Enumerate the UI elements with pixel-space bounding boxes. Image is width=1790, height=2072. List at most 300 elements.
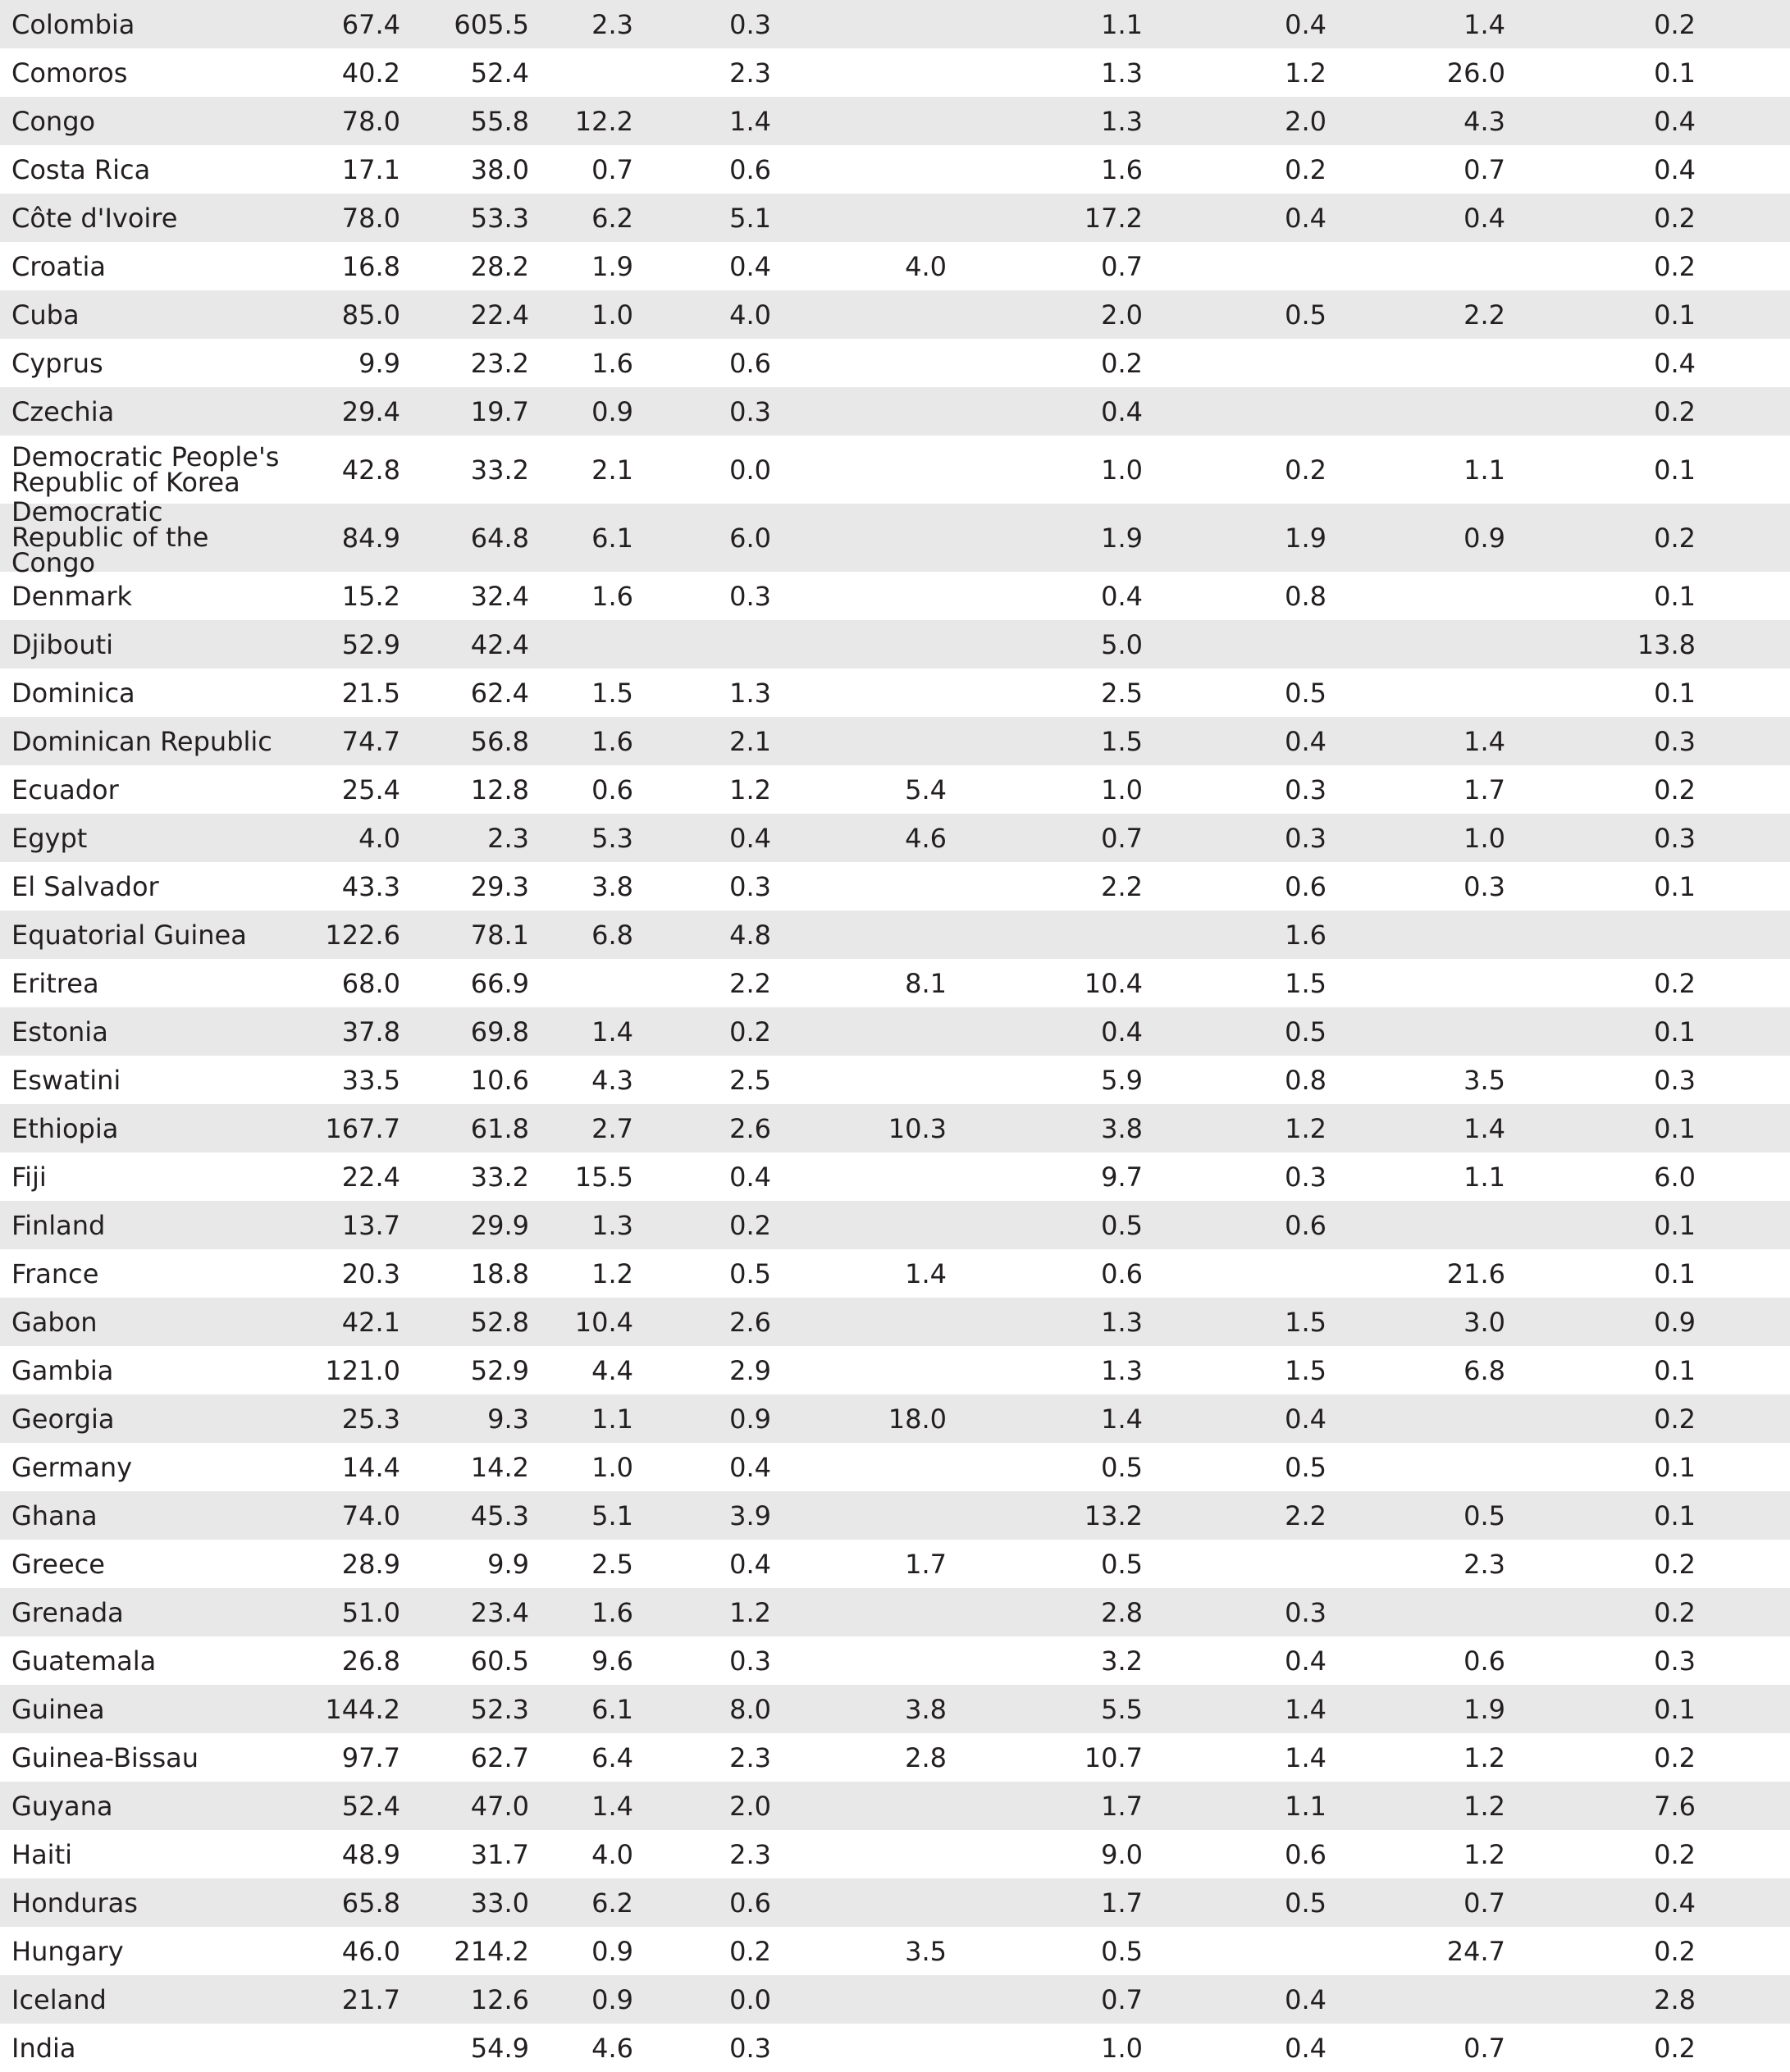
- table-cell: 2.2: [1285, 1499, 1327, 1531]
- table-cell: 12.2: [574, 105, 633, 137]
- table-cell: 26.0: [1446, 57, 1505, 89]
- table-cell: 0.4: [1285, 202, 1327, 234]
- table-cell: 4.0: [729, 299, 771, 331]
- table-cell: 2.3: [487, 822, 529, 854]
- table-row: [0, 1152, 1790, 1201]
- table-cell: 7.6: [1654, 1790, 1696, 1822]
- table-cell: 0.2: [1285, 153, 1327, 185]
- table-cell: 2.2: [1101, 870, 1143, 902]
- table-cell: [1427, 959, 1505, 1007]
- table-cell: 0.4: [729, 1451, 771, 1483]
- table-cell: 2.7: [591, 1112, 633, 1144]
- table-cell: 0.3: [729, 395, 771, 427]
- table-cell: 3.9: [729, 1499, 771, 1531]
- table-row: [0, 242, 1790, 290]
- table-cell: 5.1: [729, 202, 771, 234]
- table-cell: 33.2: [470, 454, 529, 486]
- table-cell: 0.2: [729, 1015, 771, 1047]
- table-cell: 55.8: [470, 105, 529, 137]
- table-row: [0, 1201, 1790, 1249]
- table-cell: 0.1: [1654, 1354, 1696, 1386]
- table-cell: 1.9: [1464, 1693, 1505, 1725]
- table-cell: 1.0: [1101, 454, 1143, 486]
- table-cell: 9.0: [1101, 1838, 1143, 1870]
- table-cell: [870, 1443, 947, 1491]
- table-cell: 1.9: [1285, 522, 1327, 554]
- table-cell: 1.2: [1464, 1741, 1505, 1773]
- table-cell: [1050, 910, 1143, 959]
- table-cell: 12.6: [470, 1983, 529, 2015]
- table-cell: 1.5: [1285, 967, 1327, 999]
- table-cell: 1.6: [591, 347, 633, 379]
- table-cell: 21.7: [341, 1983, 400, 2015]
- table-cell: 21.5: [341, 677, 400, 709]
- table-cell: 1.9: [1101, 522, 1143, 554]
- table-cell: 0.7: [1101, 1983, 1143, 2015]
- table-cell: 0.4: [1654, 347, 1696, 379]
- table-cell: [870, 0, 947, 48]
- table-cell: 0.9: [1654, 1306, 1696, 1338]
- table-cell: 0.3: [729, 8, 771, 40]
- table-cell: 2.5: [1101, 677, 1143, 709]
- table-cell: 0.1: [1654, 677, 1696, 709]
- country-name: Congo: [11, 105, 96, 137]
- table-cell: 0.1: [1654, 1693, 1696, 1725]
- table-cell: 10.7: [1084, 1741, 1143, 1773]
- table-cell: 33.2: [470, 1161, 529, 1193]
- country-name: Gabon: [11, 1306, 98, 1338]
- table-cell: [870, 1588, 947, 1636]
- table-cell: 0.7: [1101, 250, 1143, 282]
- table-cell: 0.6: [1285, 870, 1327, 902]
- table-cell: 53.3: [470, 202, 529, 234]
- table-cell: 1.4: [905, 1257, 947, 1289]
- table-cell: 2.1: [729, 725, 771, 757]
- table-cell: 38.0: [470, 153, 529, 185]
- table-cell: [870, 572, 947, 620]
- table-cell: [870, 1007, 947, 1056]
- table-cell: [870, 339, 947, 387]
- table-cell: 1.7: [1101, 1887, 1143, 1919]
- table-cell: 0.2: [1654, 8, 1696, 40]
- table-cell: 16.8: [341, 250, 400, 282]
- table-cell: 1.7: [905, 1548, 947, 1580]
- table-cell: 6.1: [591, 1693, 633, 1725]
- table-cell: [558, 959, 633, 1007]
- table-cell: 52.9: [341, 628, 400, 660]
- table-cell: [1616, 910, 1696, 959]
- table-row: [0, 572, 1790, 620]
- table-cell: [870, 2024, 947, 2072]
- table-cell: 0.5: [1464, 1499, 1505, 1531]
- table-cell: 2.3: [729, 1838, 771, 1870]
- table-row: [0, 669, 1790, 717]
- table-cell: 0.5: [1101, 1209, 1143, 1241]
- table-cell: 37.8: [341, 1015, 400, 1047]
- table-cell: 1.1: [1101, 8, 1143, 40]
- table-cell: 29.4: [341, 395, 400, 427]
- table-cell: 2.3: [591, 8, 633, 40]
- country-name: Dominica: [11, 677, 135, 709]
- table-cell: [1427, 1975, 1505, 2024]
- table-cell: 0.8: [1285, 580, 1327, 612]
- table-cell: 0.7: [1464, 153, 1505, 185]
- table-cell: [870, 1878, 947, 1927]
- country-name: Democratic Republic of the Congo: [11, 496, 209, 578]
- table-cell: 8.0: [729, 1693, 771, 1725]
- table-cell: [1255, 1540, 1327, 1588]
- table-row: [0, 0, 1790, 48]
- table-cell: 0.1: [1654, 1015, 1696, 1047]
- table-cell: 1.6: [591, 580, 633, 612]
- table-cell: 45.3: [470, 1499, 529, 1531]
- table-cell: 69.8: [470, 1015, 529, 1047]
- table-cell: 6.8: [1464, 1354, 1505, 1386]
- table-cell: 52.4: [470, 57, 529, 89]
- table-cell: 4.6: [591, 2032, 633, 2064]
- table-cell: 6.2: [591, 202, 633, 234]
- table-cell: 28.9: [341, 1548, 400, 1580]
- table-cell: 0.3: [1285, 774, 1327, 806]
- table-row: [0, 145, 1790, 194]
- table-cell: 22.4: [341, 1161, 400, 1193]
- country-name: Comoros: [11, 57, 128, 89]
- table-cell: 54.9: [470, 2032, 529, 2064]
- table-cell: 0.8: [1285, 1064, 1327, 1096]
- table-cell: [870, 1346, 947, 1394]
- table-cell: 40.2: [341, 57, 400, 89]
- table-cell: 0.6: [729, 1887, 771, 1919]
- country-name: Côte d'Ivoire: [11, 202, 178, 234]
- table-cell: 6.1: [591, 522, 633, 554]
- table-cell: 1.6: [591, 1596, 633, 1628]
- table-cell: 42.4: [470, 628, 529, 660]
- table-cell: 1.1: [1285, 1790, 1327, 1822]
- table-cell: 214.2: [454, 1935, 529, 1967]
- table-cell: 62.4: [470, 677, 529, 709]
- country-name: Guinea: [11, 1693, 105, 1725]
- table-cell: 17.2: [1084, 202, 1143, 234]
- table-cell: 24.7: [1446, 1935, 1505, 1967]
- table-cell: 97.7: [341, 1741, 400, 1773]
- table-cell: 2.8: [1654, 1983, 1696, 2015]
- table-cell: [1427, 1201, 1505, 1249]
- table-cell: 67.4: [341, 8, 400, 40]
- table-row: [0, 290, 1790, 339]
- table-cell: 0.7: [1464, 1887, 1505, 1919]
- table-cell: 1.0: [1101, 774, 1143, 806]
- table-cell: [870, 1056, 947, 1104]
- country-name: Egypt: [11, 822, 88, 854]
- table-row: [0, 1394, 1790, 1443]
- table-cell: 2.9: [729, 1354, 771, 1386]
- table-cell: [870, 669, 947, 717]
- table-cell: 1.3: [1101, 105, 1143, 137]
- table-cell: 0.3: [1654, 1064, 1696, 1096]
- table-cell: 121.0: [325, 1354, 400, 1386]
- table-cell: 3.5: [1464, 1064, 1505, 1096]
- table-cell: 1.7: [1101, 1790, 1143, 1822]
- table-cell: 4.4: [591, 1354, 633, 1386]
- country-name: Finland: [11, 1209, 106, 1241]
- table-row: [0, 2024, 1790, 2072]
- country-name: Greece: [11, 1548, 105, 1580]
- table-cell: [1427, 1007, 1505, 1056]
- table-cell: 122.6: [325, 919, 400, 951]
- table-cell: 2.5: [591, 1548, 633, 1580]
- table-cell: [1255, 339, 1327, 387]
- table-cell: 3.8: [1101, 1112, 1143, 1144]
- table-cell: 0.7: [1464, 2032, 1505, 2064]
- table-cell: 46.0: [341, 1935, 400, 1967]
- country-name: Guinea-Bissau: [11, 1741, 199, 1773]
- table-cell: 1.4: [1101, 1403, 1143, 1435]
- table-cell: 42.8: [341, 454, 400, 486]
- table-cell: 0.1: [1654, 1209, 1696, 1241]
- table-cell: 22.4: [470, 299, 529, 331]
- table-cell: 0.3: [1285, 1596, 1327, 1628]
- table-cell: 0.9: [591, 1983, 633, 2015]
- table-cell: 31.7: [470, 1838, 529, 1870]
- table-cell: 0.4: [1654, 1887, 1696, 1919]
- table-cell: 4.0: [358, 822, 400, 854]
- table-cell: 2.6: [729, 1306, 771, 1338]
- table-row: [0, 814, 1790, 862]
- country-name: El Salvador: [11, 870, 159, 902]
- table-cell: 0.3: [1285, 822, 1327, 854]
- table-cell: 0.4: [729, 1161, 771, 1193]
- country-name: Denmark: [11, 580, 133, 612]
- table-row: [0, 1540, 1790, 1588]
- table-cell: 26.8: [341, 1645, 400, 1677]
- table-cell: 8.1: [905, 967, 947, 999]
- table-cell: 167.7: [325, 1112, 400, 1144]
- table-cell: 1.2: [729, 774, 771, 806]
- table-cell: 1.0: [591, 299, 633, 331]
- table-row: [0, 1104, 1790, 1152]
- table-cell: 0.2: [1654, 967, 1696, 999]
- table-row: [0, 1685, 1790, 1733]
- table-cell: 0.1: [1654, 299, 1696, 331]
- table-cell: 1.2: [1285, 57, 1327, 89]
- table-cell: 0.1: [1654, 1257, 1696, 1289]
- table-cell: [870, 1298, 947, 1346]
- table-cell: 0.1: [1654, 580, 1696, 612]
- table-cell: 0.6: [729, 347, 771, 379]
- table-cell: 6.4: [591, 1741, 633, 1773]
- table-cell: 0.9: [591, 1935, 633, 1967]
- table-cell: 1.3: [591, 1209, 633, 1241]
- table-cell: 1.6: [1285, 919, 1327, 951]
- table-cell: 25.4: [341, 774, 400, 806]
- table-cell: 2.8: [905, 1741, 947, 1773]
- table-row: [0, 959, 1790, 1007]
- table-cell: 1.5: [591, 677, 633, 709]
- table-cell: 2.6: [729, 1112, 771, 1144]
- country-name: France: [11, 1257, 99, 1289]
- table-cell: [1427, 387, 1505, 436]
- table-cell: 0.4: [1285, 1983, 1327, 2015]
- country-name: Estonia: [11, 1015, 108, 1047]
- table-cell: [689, 620, 771, 669]
- table-cell: 0.3: [1654, 725, 1696, 757]
- table-cell: 21.6: [1446, 1257, 1505, 1289]
- table-row: [0, 1298, 1790, 1346]
- table-cell: 0.6: [1285, 1838, 1327, 1870]
- table-cell: 33.5: [341, 1064, 400, 1096]
- table-cell: 52.8: [470, 1306, 529, 1338]
- table-cell: 2.0: [1285, 105, 1327, 137]
- country-name: Dominican Republic: [11, 725, 272, 757]
- table-cell: 0.5: [1285, 1887, 1327, 1919]
- table-cell: 48.9: [341, 1838, 400, 1870]
- table-row: [0, 620, 1790, 669]
- table-cell: 18.8: [470, 1257, 529, 1289]
- table-cell: 0.5: [1285, 1015, 1327, 1047]
- table-cell: 1.4: [1464, 8, 1505, 40]
- table-cell: 17.1: [341, 153, 400, 185]
- table-cell: 1.3: [1101, 1354, 1143, 1386]
- table-cell: 5.0: [1101, 628, 1143, 660]
- table-cell: 0.3: [729, 2032, 771, 2064]
- table-cell: 9.9: [487, 1548, 529, 1580]
- table-cell: 6.0: [1654, 1161, 1696, 1193]
- table-cell: 19.7: [470, 395, 529, 427]
- table-cell: [1427, 910, 1505, 959]
- table-cell: 42.1: [341, 1306, 400, 1338]
- table-cell: 0.2: [1654, 250, 1696, 282]
- table-cell: 0.3: [1654, 822, 1696, 854]
- table-cell: 84.9: [341, 522, 400, 554]
- table-row: [0, 1443, 1790, 1491]
- table-cell: [870, 97, 947, 145]
- table-cell: 1.9: [591, 250, 633, 282]
- table-cell: 0.5: [1285, 1451, 1327, 1483]
- table-cell: 5.3: [591, 822, 633, 854]
- table-row: [0, 1878, 1790, 1927]
- table-cell: 1.3: [1101, 57, 1143, 89]
- table-cell: 1.0: [591, 1451, 633, 1483]
- table-cell: [558, 620, 633, 669]
- table-cell: 0.6: [1464, 1645, 1505, 1677]
- table-row: [0, 1249, 1790, 1298]
- table-cell: 0.2: [1285, 454, 1327, 486]
- table-cell: 4.6: [905, 822, 947, 854]
- table-cell: [870, 862, 947, 910]
- country-name: Colombia: [11, 8, 135, 40]
- table-cell: 68.0: [341, 967, 400, 999]
- table-cell: 23.2: [470, 347, 529, 379]
- table-cell: 4.0: [905, 250, 947, 282]
- table-cell: 2.2: [729, 967, 771, 999]
- table-cell: 0.5: [1101, 1935, 1143, 1967]
- country-name: Ecuador: [11, 774, 119, 806]
- table-cell: 0.1: [1654, 1451, 1696, 1483]
- table-cell: 0.4: [729, 250, 771, 282]
- country-name: Cyprus: [11, 347, 103, 379]
- country-name: Germany: [11, 1451, 133, 1483]
- table-cell: 3.5: [905, 1935, 947, 1967]
- table-cell: 15.5: [574, 1161, 633, 1193]
- table-cell: 52.9: [470, 1354, 529, 1386]
- table-cell: 18.0: [888, 1403, 947, 1435]
- table-cell: 4.3: [1464, 105, 1505, 137]
- table-cell: 65.8: [341, 1887, 400, 1919]
- table-cell: [870, 717, 947, 765]
- table-cell: [870, 620, 947, 669]
- table-cell: [870, 1975, 947, 2024]
- country-name: Democratic People's Republic of Korea: [11, 440, 280, 498]
- table-cell: 0.4: [729, 822, 771, 854]
- table-cell: 2.3: [1464, 1548, 1505, 1580]
- table-cell: 74.7: [341, 725, 400, 757]
- table-row: [0, 97, 1790, 145]
- table-cell: 0.2: [1654, 1403, 1696, 1435]
- table-cell: 0.3: [1285, 1161, 1327, 1193]
- table-cell: 4.3: [591, 1064, 633, 1096]
- table-cell: 0.6: [1285, 1209, 1327, 1241]
- table-cell: 0.2: [1654, 202, 1696, 234]
- table-cell: 5.1: [591, 1499, 633, 1531]
- table-cell: 2.3: [729, 57, 771, 89]
- table-cell: 5.4: [905, 774, 947, 806]
- table-cell: 2.3: [729, 1741, 771, 1773]
- table-cell: [1427, 242, 1505, 290]
- table-cell: 10.3: [888, 1112, 947, 1144]
- table-cell: 0.9: [591, 395, 633, 427]
- table-row: [0, 387, 1790, 436]
- table-cell: 1.2: [729, 1596, 771, 1628]
- table-cell: [870, 436, 947, 504]
- table-cell: 4.0: [591, 1838, 633, 1870]
- country-name: Guyana: [11, 1790, 113, 1822]
- table-cell: 2.8: [1101, 1596, 1143, 1628]
- table-cell: [558, 48, 633, 97]
- table-cell: 32.4: [470, 580, 529, 612]
- table-cell: 1.5: [1285, 1354, 1327, 1386]
- table-cell: [304, 2024, 400, 2072]
- table-row: [0, 765, 1790, 814]
- table-cell: 2.0: [1101, 299, 1143, 331]
- table-cell: 52.4: [341, 1790, 400, 1822]
- country-name: Grenada: [11, 1596, 124, 1628]
- table-cell: [870, 194, 947, 242]
- table-cell: [870, 1636, 947, 1685]
- table-cell: [1255, 387, 1327, 436]
- table-cell: [870, 1201, 947, 1249]
- table-cell: 78.1: [470, 919, 529, 951]
- table-cell: 0.2: [1654, 774, 1696, 806]
- table-cell: 6.8: [591, 919, 633, 951]
- table-cell: 14.4: [341, 1451, 400, 1483]
- table-cell: 0.5: [1101, 1548, 1143, 1580]
- table-cell: 56.8: [470, 725, 529, 757]
- table-cell: 0.3: [729, 870, 771, 902]
- table-cell: 0.4: [1285, 8, 1327, 40]
- table-cell: 3.8: [591, 870, 633, 902]
- table-cell: [1255, 620, 1327, 669]
- country-name: Fiji: [11, 1161, 47, 1193]
- table-cell: 9.9: [358, 347, 400, 379]
- table-cell: 6.0: [729, 522, 771, 554]
- table-cell: 0.3: [729, 580, 771, 612]
- table-row: [0, 1927, 1790, 1975]
- table-cell: 1.1: [1464, 1161, 1505, 1193]
- table-cell: [1255, 1927, 1327, 1975]
- table-cell: 0.7: [591, 153, 633, 185]
- table-row: [0, 1733, 1790, 1782]
- table-row: [0, 1830, 1790, 1878]
